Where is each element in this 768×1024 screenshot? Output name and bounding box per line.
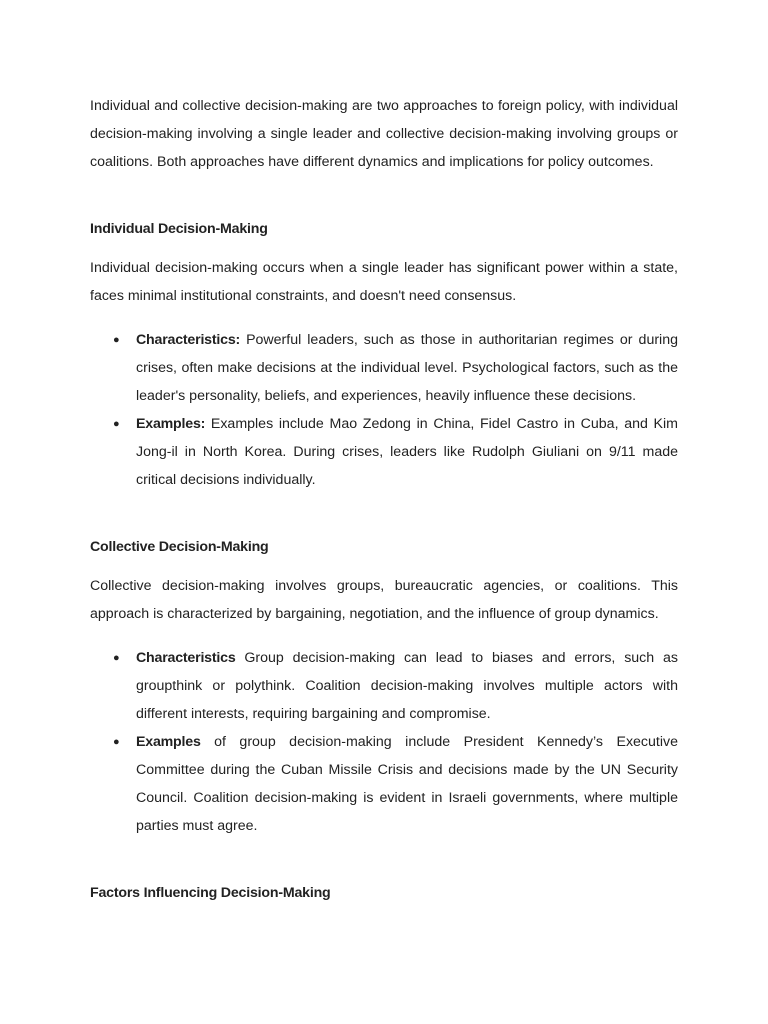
- bullet-list-individual: [90, 326, 678, 494]
- section-heading-collective: Collective Decision-Making: [90, 539, 269, 555]
- section-spacer: [90, 494, 678, 533]
- bullet-dot-icon: ●: [113, 652, 120, 664]
- bullet-text: Group decision-making can lead to biases and errors, such as groupthink or polythink. Coalition decision-making involves multiple actors with different interests, requiring bargaining and compromise.: [136, 650, 678, 722]
- section-heading-factors: Factors Influencing Decision-Making: [90, 885, 331, 901]
- intro-paragraph: Individual and collective decision-making are two approaches to foreign policy, with individual decision-making involving a single leader and collective decision-making involving groups or coalitions. Both approaches have different dynamics and implications for policy outcomes.: [90, 98, 678, 170]
- bullet-label: Examples: [136, 734, 201, 750]
- bullet-item-individual-examples: [90, 410, 678, 494]
- section-body-collective: Collective decision-making involves groups, bureaucratic agencies, or coalitions. This approach is characterized by bargaining, negotiation, and the influence of group dynamics.: [90, 578, 678, 622]
- bullet-text: Examples include Mao Zedong in China, Fidel Castro in Cuba, and Kim Jong-il in North Korea. During crises, leaders like Rudolph Giuliani on 9/11 made critical decisions individually.: [136, 416, 678, 488]
- bullet-item-collective-examples: [90, 728, 678, 840]
- bullet-list-collective: [90, 644, 678, 840]
- section-heading-individual: Individual Decision-Making: [90, 221, 268, 237]
- bullet-label: Examples:: [136, 416, 206, 432]
- section-spacer: [90, 840, 678, 879]
- document-page: [90, 92, 678, 907]
- bullet-item-individual-characteristics: [90, 326, 678, 410]
- bullet-text: Powerful leaders, such as those in authoritarian regimes or during crises, often make decisions at the individual level. Psychological factors, such as the leader's personality, beliefs, and experiences, heavily influence these decisions.: [136, 332, 678, 404]
- bullet-label: Characteristics:: [136, 332, 241, 348]
- bullet-dot-icon: ●: [113, 736, 120, 748]
- bullet-item-collective-characteristics: [90, 644, 678, 728]
- bullet-dot-icon: ●: [113, 334, 120, 346]
- bullet-dot-icon: ●: [113, 418, 120, 430]
- bullet-text: of group decision-making include President Kennedy’s Executive Committee during the Cuban Missile Crisis and decisions made by the UN Security Council. Coalition decision-making is evident in Israeli governments, where multiple parties must agree.: [136, 734, 678, 834]
- section-body-individual: Individual decision-making occurs when a single leader has significant power within a state, faces minimal institutional constraints, and doesn't need consensus.: [90, 260, 678, 304]
- bullet-label: Characteristics: [136, 650, 236, 666]
